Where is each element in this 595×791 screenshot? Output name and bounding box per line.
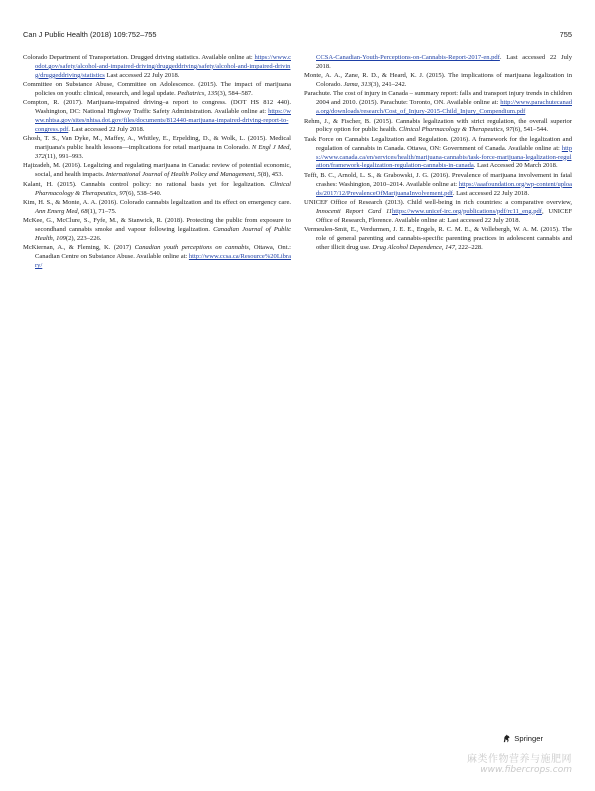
reference-source: Canadian Journal of Public Health, 109 bbox=[35, 225, 291, 242]
publisher-name: Springer bbox=[514, 734, 543, 743]
reference-entry bbox=[23, 81, 291, 99]
reference-entry bbox=[304, 172, 572, 199]
reference-text: (3), 584–587. bbox=[217, 90, 253, 98]
reference-entry bbox=[23, 199, 291, 217]
reference-link[interactable]: https://www.codot.gov/safety/alcohol-and-impaired-driving/druggeddriving/safety/alcohol-and-impaired-driving/druggeddriving/statistics bbox=[35, 54, 291, 79]
reference-text: Compton, R. (2017). Marijuana-impaired driving–a report to congress. (DOT HS 812 440). Washington, DC: National Highway Traffic Safety Administration. Available online at: bbox=[23, 99, 291, 116]
reference-source: Canadian youth perceptions on cannabis bbox=[134, 244, 249, 252]
reference-text: (6), 541–544. bbox=[512, 126, 549, 134]
reference-text: . Last accessed 22 July 2018. bbox=[452, 189, 530, 197]
publisher-logo bbox=[502, 734, 543, 743]
reference-entry bbox=[23, 135, 291, 162]
reference-text: Monte, A. A., Zane, R. D., & Heard, K. J. (2015). The implications of marijuana legalization in Colorado. bbox=[304, 72, 572, 89]
reference-entry bbox=[23, 181, 291, 199]
references-column-right bbox=[304, 54, 572, 253]
reference-text: Hajizadeh, M. (2016). Legalizing and regulating marijuana in Canada: review of potential economic, social, and health impacts. bbox=[23, 162, 291, 179]
watermark-site-name: 麻类作物营养与施肥网 bbox=[467, 754, 572, 765]
reference-text: , Ottawa, Ont.: Canadian Centre on Substance Abuse. Available online at: bbox=[35, 244, 291, 261]
reference-text: (11), 991–993. bbox=[44, 153, 84, 161]
reference-link[interactable]: https://www.unicef-irc.org/publications/pdf/rc11_eng.pdf bbox=[392, 207, 542, 215]
reference-text: Kim, H. S., & Monte, A. A. (2016). Colorado cannabis legalization and its effect on emergency care. bbox=[23, 198, 291, 206]
journal-citation: Can J Public Health (2018) 109:752–755 bbox=[23, 30, 157, 39]
page-number: 755 bbox=[559, 30, 572, 39]
reference-text: , UNICEF Office of Research, Florence. Available online at: bbox=[316, 207, 572, 224]
reference-source: International Journal of Health Policy and Management, 5 bbox=[105, 171, 261, 179]
reference-link[interactable]: https://www.nhtsa.gov/sites/nhtsa.dot.gov/files/documents/812440-marijuana-impaired-driving-report-to-congress.pdf bbox=[35, 108, 291, 134]
reference-source: Pediatrics, 135 bbox=[177, 90, 218, 98]
reference-text: Task Force on Cannabis Legalization and Regulation. (2016). A framework for the legalization and regulation of cannabis in Canada. Ottawa, ON: Government of Canada. Available online at: bbox=[304, 135, 572, 152]
reference-text: (3), 241–242. bbox=[370, 81, 407, 89]
reference-text: Ghosh, T. S., Van Dyke, M., Maffey, A., Whitley, E., Erpelding, D., & Wolk, L. (2015). Medical marijuana's public health lessons—implications for retail marijuana in Colorado. bbox=[23, 135, 291, 152]
watermark-url: www.fibercrops.com bbox=[480, 765, 572, 775]
reference-entry bbox=[304, 90, 572, 117]
reference-text: (6), 538–540. bbox=[125, 189, 162, 197]
reference-text: (8), 453. bbox=[260, 171, 284, 179]
reference-source: Drug Alcohol Dependence, 147 bbox=[372, 243, 455, 251]
reference-entry bbox=[304, 72, 572, 90]
reference-source: Ann Emerg Med, 68 bbox=[35, 207, 88, 215]
reference-link[interactable]: https://www.canada.ca/en/services/health/marijuana-cannabis/task-force-marijuana-legalization-regulation/framework-legalization-regulation-cannabis-in-canada bbox=[316, 144, 572, 170]
reference-text: Committee on Substance Abuse, Committee on Adolescence. (2015). The impact of marijuana policies on youth: clinical, research, and legal update. bbox=[23, 81, 291, 98]
reference-text: Vermeulen-Smit, E., Verdurmen, J. E. E., Engels, R. C. M. E., & Vollebergh, W. A. M. (2015). The role of general parenting and cannabis-specific parenting practices in adolescent cannabis and other illicit drug use. bbox=[304, 225, 572, 251]
references-column-left bbox=[23, 54, 291, 271]
reference-source: Clinical Pharmacology & Therapeutics, 97 bbox=[35, 180, 291, 197]
reference-text: Last accessed 22 July 2018. bbox=[447, 216, 521, 224]
reference-source: Innocenti Report Card 11 bbox=[316, 207, 393, 215]
reference-entry bbox=[304, 199, 572, 226]
reference-entry bbox=[23, 162, 291, 180]
reference-link[interactable]: http://www.parachutecanada.org/downloads/research/Cost_of_Injury-2015-Child_Injury_Compendium.pdf bbox=[316, 99, 572, 116]
reference-link[interactable]: http://www.ccsa.ca/Resource%20Library/ bbox=[35, 253, 291, 269]
reference-entry bbox=[23, 217, 291, 244]
reference-entry bbox=[23, 99, 291, 135]
reference-source: Jama, 313 bbox=[343, 81, 371, 89]
reference-text: (1), 71–75. bbox=[87, 207, 117, 215]
reference-source: N Engl J Med, 372 bbox=[35, 144, 291, 161]
reference-text: (2), 223–226. bbox=[65, 234, 102, 242]
reference-text: McKee, G., McClure, S., Fyfe, M., & Stanwick, R. (2018). Protecting the public from exposure to secondhand cannabis smoke and vapour following legalization. bbox=[23, 217, 291, 233]
reference-text: Last accessed 22 July 2018. bbox=[104, 71, 180, 79]
running-head bbox=[23, 30, 572, 42]
reference-entry bbox=[304, 136, 572, 172]
springer-horse-icon bbox=[502, 734, 511, 743]
reference-text: Tefft, B. C., Arnold, L. S., & Grabowski, J. G. (2016). Prevalence of marijuana involvement in fatal crashes: Washington, 2010–2014. Available online at: bbox=[304, 171, 572, 188]
reference-link[interactable]: CCSA-Canadian-Youth-Perceptions-on-Cannabis-Report-2017-en.pdf bbox=[316, 54, 500, 61]
reference-text: . Last accessed 22 July 2018. bbox=[316, 54, 572, 70]
site-watermark bbox=[467, 755, 572, 775]
reference-text: Kalant, H. (2015). Cannabis control policy: no rational basis yet for legalization. bbox=[23, 180, 270, 188]
reference-entry bbox=[23, 244, 291, 271]
reference-source: Clinical Pharmacology & Therapeutics, 97 bbox=[398, 126, 513, 134]
reference-text: Colorado Department of Transportation. Drugged driving statistics. Available online at: bbox=[23, 54, 255, 61]
reference-text: , 222–228. bbox=[454, 243, 483, 251]
reference-entry bbox=[23, 54, 291, 81]
reference-text: UNICEF Office of Research (2013). Child well-being in rich countries: a comparative overview, bbox=[304, 198, 572, 206]
reference-entry bbox=[304, 118, 572, 136]
reference-text: Parachute. The cost of injury in Canada – summary report: falls and transport injury trends in children 2004 and 2010. (2015). Parachute: Toronto, ON. Available online at: bbox=[304, 90, 572, 107]
reference-entry bbox=[304, 226, 572, 253]
reference-text: McKiernan, A., & Fleming, K. (2017) bbox=[23, 244, 135, 252]
reference-text: . Last Accessed 20 March 2018. bbox=[473, 162, 558, 170]
reference-text: Rehm, J., & Fischer, B. (2015). Cannabis legalization with strict regulation, the overall superior policy option for public health. bbox=[304, 117, 572, 134]
reference-entry bbox=[304, 54, 572, 72]
reference-link[interactable]: https://aaafoundation.org/wp-content/uploads/2017/12/PrevalenceOfMarijuanaInvolvement.pdf bbox=[316, 180, 572, 197]
reference-text: . Last accessed 22 July 2018. bbox=[68, 126, 145, 134]
